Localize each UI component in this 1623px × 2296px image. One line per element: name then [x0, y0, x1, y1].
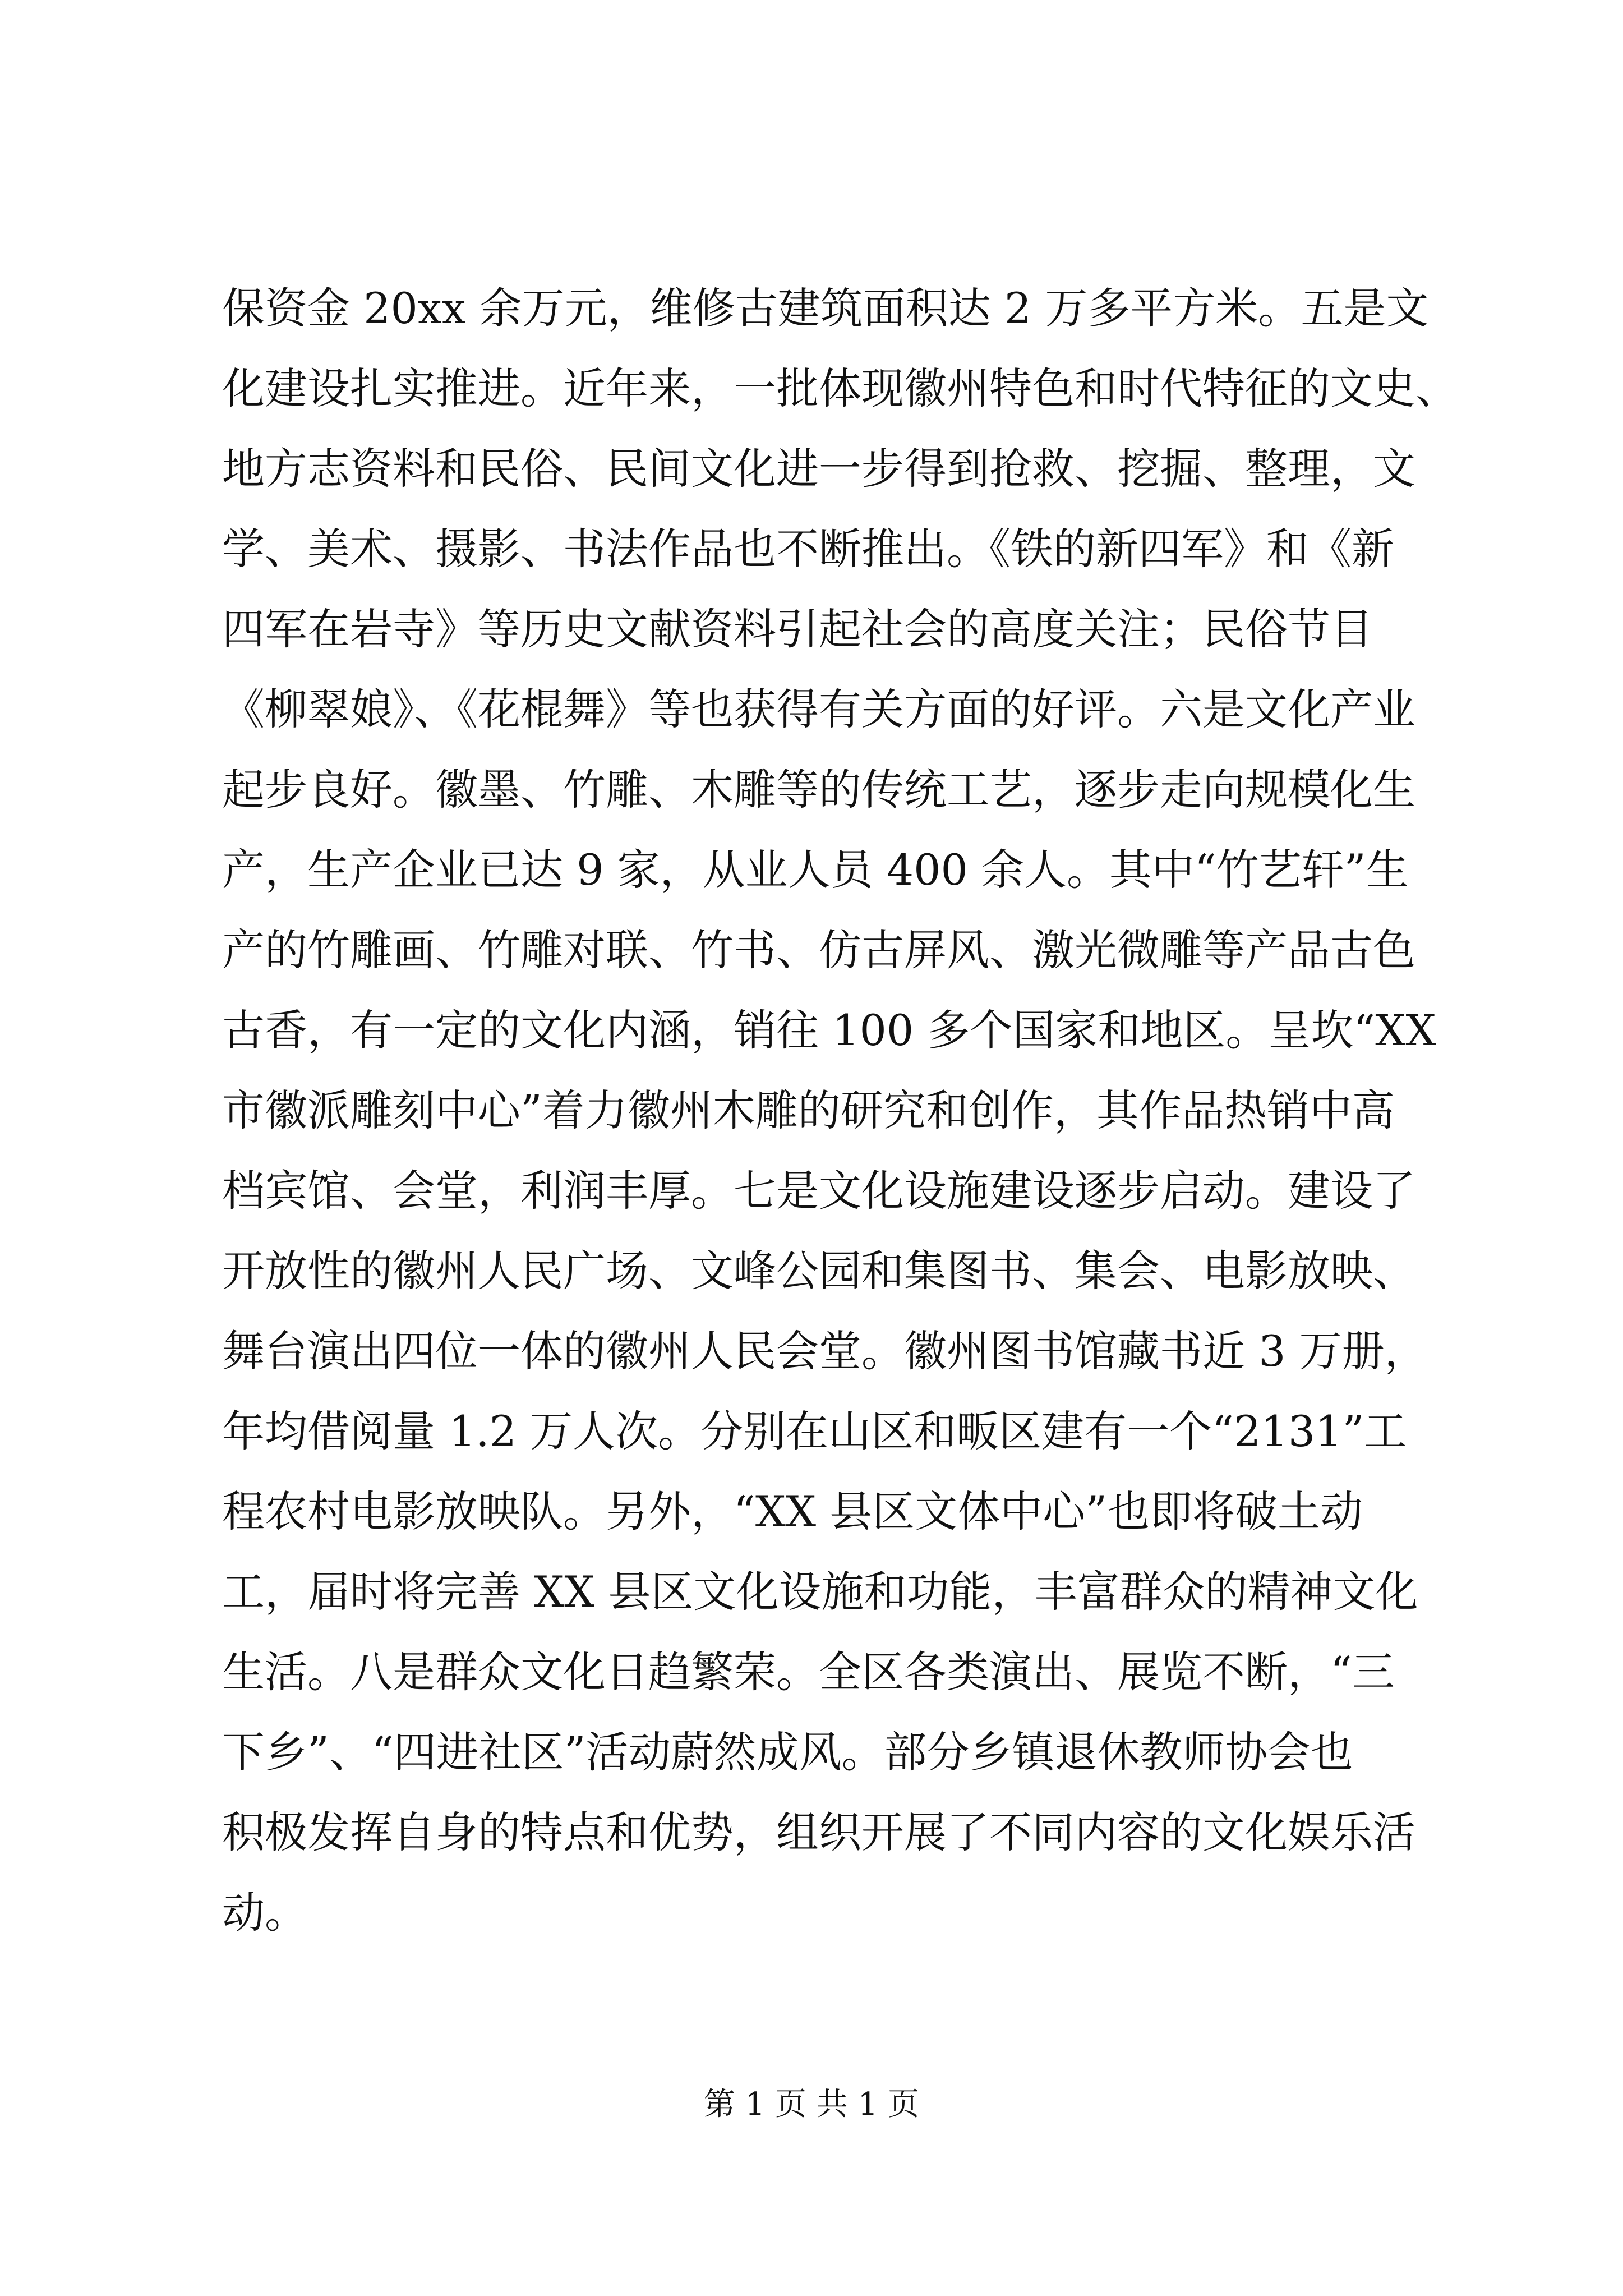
text-line-1: 保资金 20xx 余万元，维修古建筑面积达 2 万多平方米。五是文: [222, 283, 1429, 333]
text-line-2: 化建设扎实推进。近年来，一批体现徽州特色和时代特征的文史、: [222, 364, 1458, 413]
text-line-20: 积极发挥自身的特点和优势，组织开展了不同内容的文化娱乐活: [222, 1807, 1415, 1857]
text-line-8: 产，生产企业已达 9 家，从业人员 400 余人。其中“竹艺轩”生: [222, 845, 1409, 895]
text-line-12: 档宾馆、会堂，利润丰厚。七是文化设施建设逐步启动。建设了: [222, 1166, 1415, 1216]
text-line-18: 生活。八是群众文化日趋繁荣。全区各类演出、展览不断，“三: [222, 1647, 1395, 1697]
page-footer: 第 1 页 共 1 页: [703, 2086, 920, 2123]
text-line-7: 起步良好。徽墨、竹雕、木雕等的传统工艺，逐步走向规模化生: [222, 765, 1415, 815]
text-line-16: 程农村电影放映队。另外，“XX 县区文体中心”也即将破土动: [222, 1487, 1363, 1536]
text-line-19: 下乡”、“四进社区”活动蔚然成风。部分乡镇退休教师协会也: [222, 1727, 1353, 1777]
text-line-4: 学、美术、摄影、书法作品也不断推出。《铁的新四军》和《新: [222, 524, 1394, 574]
text-line-17: 工，届时将完善 XX 县区文化设施和功能，丰富群众的精神文化: [222, 1567, 1418, 1617]
text-line-13: 开放性的徽州人民广场、文峰公园和集图书、集会、电影放映、: [222, 1246, 1415, 1296]
text-line-21: 动。: [222, 1888, 307, 1938]
text-line-14: 舞台演出四位一体的徽州人民会堂。徽州图书馆藏书近 3 万册，: [222, 1326, 1427, 1376]
text-line-15: 年均借阅量 1.2 万人次。分别在山区和畈区建有一个“2131”工: [222, 1406, 1407, 1456]
text-line-5: 四军在岩寺》等历史文献资料引起社会的高度关注；民俗节目: [222, 604, 1373, 654]
text-line-6: 《柳翠娘》、《花棍舞》等也获得有关方面的好评。六是文化产业: [222, 684, 1415, 734]
text-line-11: 市徽派雕刻中心”着力徽州木雕的研究和创作，其作品热销中高: [222, 1085, 1395, 1135]
text-line-10: 古香，有一定的文化内涵，销往 100 多个国家和地区。呈坎“XX: [222, 1005, 1436, 1055]
text-line-9: 产的竹雕画、竹雕对联、竹书、仿古屏风、激光微雕等产品古色: [222, 925, 1415, 975]
text-line-3: 地方志资料和民俗、民间文化进一步得到抢救、挖掘、整理，文: [222, 444, 1415, 494]
